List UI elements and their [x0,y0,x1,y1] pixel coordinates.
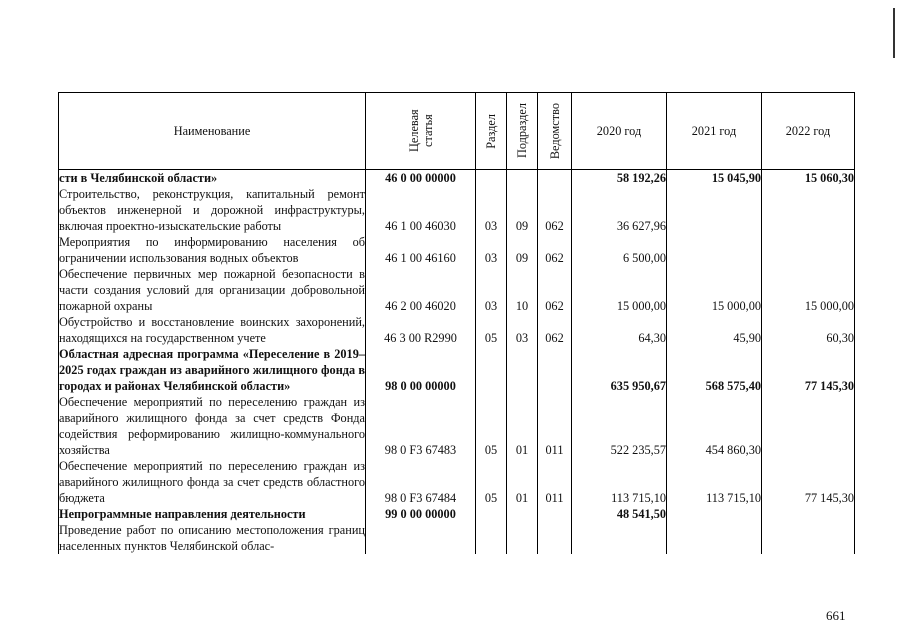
row-section: 03 [476,186,507,234]
table-row [59,170,855,187]
row-target-article: 46 1 00 46160 [366,234,476,266]
row-department: 062 [538,234,572,266]
row-name: Строительство, реконструкция, капитальный ремонт объектов инженерной и дорожной инфраструктуры, включая проектно-изыскательские работы [59,187,365,233]
row-2021 [667,234,762,266]
row-target-article: 46 1 00 46030 [366,186,476,234]
row-subsection: 01 [507,458,538,506]
row-subsection: 01 [507,394,538,458]
row-subsection [507,346,538,394]
row-2022 [762,394,855,458]
row-name: Обеспечение первичных мер пожарной безопасности в части создания условий для организации добровольной пожарной охраны [59,267,365,313]
row-2021: 15 045,90 [667,170,762,187]
row-section [476,506,507,522]
row-2020: 635 950,67 [572,346,667,394]
row-name: Мероприятия по информированию населения об ограничении использования водных объектов [59,235,365,265]
row-target-article: 98 0 F3 67483 [366,394,476,458]
row-department: 011 [538,394,572,458]
row-name: Областная адресная программа «Переселение в 2019–2025 годах граждан из аварийного жилищного фонда в городах и районах Челябинской области» [59,347,365,393]
row-2022: 77 145,30 [762,458,855,506]
row-subsection: 10 [507,266,538,314]
row-name: Обустройство и восстановление воинских захоронений, находящихся на государственном учете [59,315,365,345]
row-2020: 113 715,10 [572,458,667,506]
row-2022 [762,506,855,522]
row-section [476,170,507,187]
header-department: Ведомство [538,93,572,170]
row-department [538,170,572,187]
row-2020: 6 500,00 [572,234,667,266]
row-2022 [762,234,855,266]
row-2022 [762,522,855,554]
row-2021 [667,522,762,554]
row-department [538,506,572,522]
row-section: 03 [476,266,507,314]
row-name: Обеспечение мероприятий по переселению граждан из аварийного жилищного фонда за счет средств областного бюджета [59,459,365,505]
row-section: 05 [476,458,507,506]
table-row [59,394,855,458]
row-subsection [507,170,538,187]
row-2021: 454 860,30 [667,394,762,458]
table-row [59,186,855,234]
table-row [59,506,855,522]
row-2020: 522 235,57 [572,394,667,458]
table-row [59,314,855,346]
header-name: Наименование [59,93,366,170]
row-name: Обеспечение мероприятий по переселению граждан из аварийного жилищного фонда за счет средств Фонда содействия реформированию жилищно-коммунального хозяйства [59,395,365,457]
row-2020: 15 000,00 [572,266,667,314]
row-2020: 36 627,96 [572,186,667,234]
row-2022: 60,30 [762,314,855,346]
row-section: 05 [476,394,507,458]
row-name: сти в Челябинской области» [59,170,366,187]
row-section: 03 [476,234,507,266]
header-section: Раздел [476,93,507,170]
row-department: 062 [538,186,572,234]
row-department: 062 [538,314,572,346]
row-target-article: 46 0 00 00000 [366,170,476,187]
row-department [538,522,572,554]
table-row [59,522,855,554]
row-2021: 45,90 [667,314,762,346]
row-section: 05 [476,314,507,346]
row-2020: 58 192,26 [572,170,667,187]
row-2020 [572,522,667,554]
row-subsection [507,522,538,554]
header-2021: 2021 год [667,93,762,170]
table-row [59,266,855,314]
table-row [59,346,855,394]
row-department [538,346,572,394]
page-number: 661 [826,608,846,623]
row-2020: 48 541,50 [572,506,667,522]
row-2021 [667,506,762,522]
row-name: Проведение работ по описанию местоположения границ населенных пунктов Челябинской облас- [59,523,365,553]
row-section [476,522,507,554]
row-2021 [667,186,762,234]
row-subsection: 09 [507,186,538,234]
row-name: Непрограммные направления деятельности [59,506,366,522]
row-2022 [762,186,855,234]
row-subsection: 09 [507,234,538,266]
row-target-article: 46 2 00 46020 [366,266,476,314]
row-2020: 64,30 [572,314,667,346]
row-department: 062 [538,266,572,314]
row-target-article: 98 0 F3 67484 [366,458,476,506]
budget-table [58,92,855,554]
row-2021: 15 000,00 [667,266,762,314]
header-subsection: Подраздел [507,93,538,170]
row-section [476,346,507,394]
row-2022: 77 145,30 [762,346,855,394]
row-2021: 568 575,40 [667,346,762,394]
header-2020: 2020 год [572,93,667,170]
header-target-article: Целевая статья [366,93,476,170]
row-2022: 15 060,30 [762,170,855,187]
table-row [59,458,855,506]
row-target-article: 46 3 00 R2990 [366,314,476,346]
row-department: 011 [538,458,572,506]
header-2022: 2022 год [762,93,855,170]
row-2021: 113 715,10 [667,458,762,506]
row-target-article [366,522,476,554]
row-target-article: 98 0 00 00000 [366,346,476,394]
row-target-article: 99 0 00 00000 [366,506,476,522]
row-subsection [507,506,538,522]
row-2022: 15 000,00 [762,266,855,314]
margin-edge-line [893,8,895,58]
row-subsection: 03 [507,314,538,346]
table-row [59,234,855,266]
table-header-row [59,93,855,170]
